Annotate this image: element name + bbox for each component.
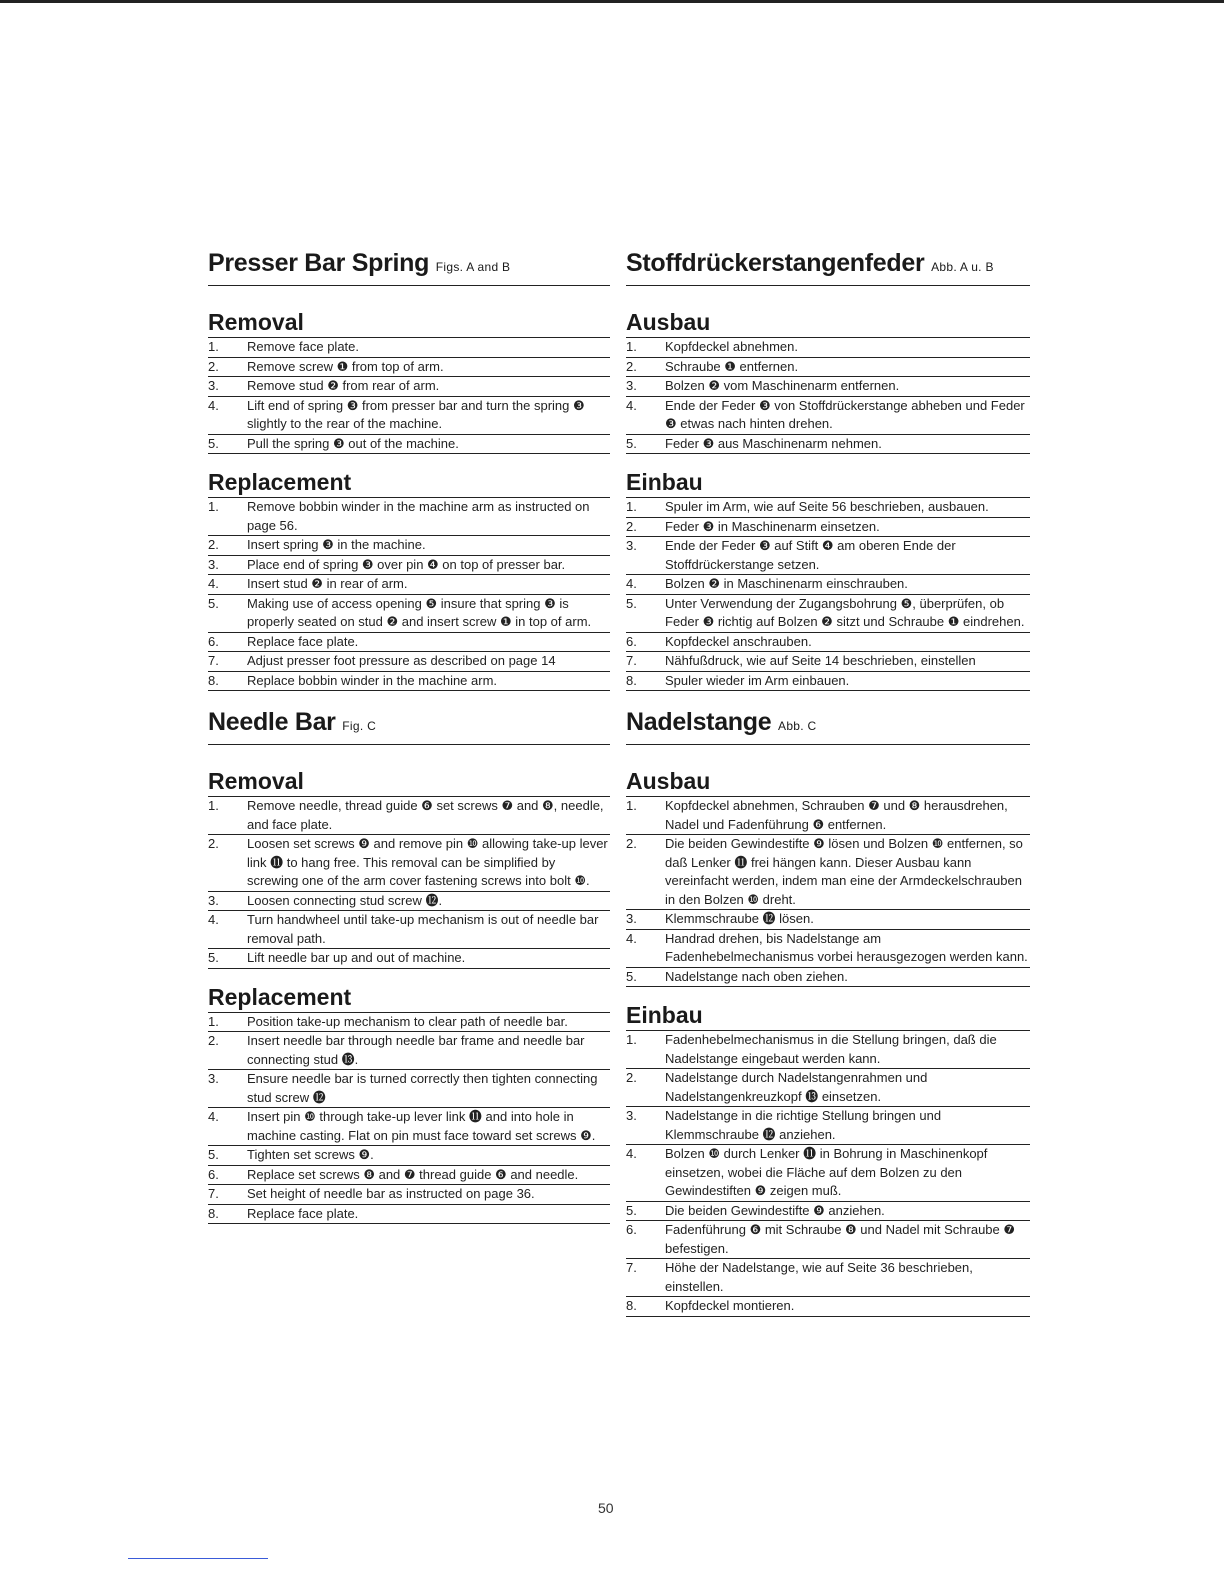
- figure-reference: Abb. C: [778, 719, 817, 733]
- step: [208, 892, 610, 912]
- step: [208, 1205, 610, 1225]
- step-text: Making use of access opening ❺ insure that spring ❸ is properly seated on stud ❷ and insert screw ❶ in top of arm.: [247, 595, 592, 629]
- section-title: [208, 248, 610, 286]
- section-title-text: Stoffdrückerstangenfeder: [626, 249, 925, 277]
- step-text: Remove stud ❷ from rear of arm.: [247, 378, 440, 393]
- step-text: Nähfußdruck, wie auf Seite 14 beschrieben, einstellen: [665, 653, 976, 668]
- step: [208, 835, 610, 892]
- step-number: 7.: [626, 1260, 637, 1275]
- step-list: [626, 497, 1030, 691]
- step: [626, 1221, 1030, 1259]
- step: [626, 498, 1030, 518]
- step-list: [626, 796, 1030, 987]
- subsection-title-removal: Removal: [208, 309, 304, 335]
- step-text: Feder ❸ aus Maschinenarm nehmen.: [665, 435, 882, 451]
- step-number: 6.: [626, 633, 637, 649]
- step: [208, 358, 610, 378]
- step: [208, 536, 610, 556]
- subsection-title-replacement: Replacement: [208, 983, 352, 1010]
- step-text: Bolzen ❷ in Maschinenarm einschrauben.: [665, 576, 908, 591]
- section-nadelstange: [626, 707, 1030, 1317]
- step-text: Schraube ❶ entfernen.: [665, 358, 799, 374]
- step-number: 3.: [208, 1071, 219, 1086]
- step-number: 7.: [208, 1186, 219, 1201]
- step: [626, 1069, 1030, 1107]
- step-list: [626, 1030, 1030, 1317]
- step: [626, 1297, 1030, 1317]
- step: [208, 338, 610, 358]
- step-number: 7.: [208, 653, 219, 668]
- step-text: Replace set screws ❽ and ❼ thread guide ❻ and needle.: [247, 1166, 579, 1182]
- step-number: 1.: [626, 798, 637, 813]
- step: [208, 556, 610, 576]
- step: [626, 1145, 1030, 1202]
- step: [626, 1107, 1030, 1145]
- section-title-text: Presser Bar Spring: [208, 249, 430, 277]
- step-number: 7.: [626, 653, 637, 668]
- step: [208, 575, 610, 595]
- subsection-title-ausbau: Ausbau: [626, 309, 711, 335]
- section-needle-bar: [208, 707, 610, 1224]
- step: [626, 835, 1030, 910]
- step-number: 6.: [208, 633, 219, 649]
- step: [626, 633, 1030, 653]
- step: [626, 797, 1030, 835]
- step-text: Ende der Feder ❸ von Stoffdrückerstange abheben und Feder ❸ etwas nach hinten drehen.: [665, 397, 1025, 431]
- step: [626, 397, 1030, 435]
- step-number: 4.: [626, 930, 637, 946]
- step-list: [208, 1012, 610, 1225]
- step-number: 3.: [208, 378, 219, 393]
- step: [208, 498, 610, 536]
- step: [626, 910, 1030, 930]
- step-text: Set height of needle bar as instructed on page 36.: [247, 1186, 535, 1201]
- step-number: 6.: [208, 1166, 219, 1182]
- step: [626, 358, 1030, 378]
- step-number: 5.: [626, 435, 637, 451]
- step-number: 4.: [208, 397, 219, 413]
- step-text: Ensure needle bar is turned correctly then tighten connecting stud screw ⓬: [247, 1071, 598, 1105]
- step-text: Fadenhebelmechanismus in die Stellung bringen, daß die Nadelstange eingebaut werden kann.: [665, 1032, 997, 1066]
- step-number: 3.: [208, 556, 219, 572]
- step-text: Lift needle bar up and out of machine.: [247, 950, 466, 965]
- english-column: [208, 248, 610, 1240]
- figure-reference: Abb. A u. B: [931, 260, 994, 274]
- step-text: Spuler wieder im Arm einbauen.: [665, 672, 850, 688]
- step-text: Die beiden Gewindestifte ❾ lösen und Bolzen ❿ entfernen, so daß Lenker ⓫ frei hängen kann. Dieser Ausbau kann vereinfacht werden, indem man eine der Armdeckelschrauben in den Bolzen ❿ dreht.: [665, 836, 1023, 907]
- top-edge-rule: [0, 0, 1224, 3]
- step: [208, 1070, 610, 1108]
- step-number: 5.: [626, 968, 637, 984]
- step-text: Replace face plate.: [247, 633, 359, 649]
- step-text: Pull the spring ❸ out of the machine.: [247, 435, 459, 451]
- step-number: 4.: [626, 576, 637, 591]
- step-number: 8.: [626, 1298, 637, 1313]
- step-number: 8.: [208, 672, 219, 688]
- step: [208, 397, 610, 435]
- step-list: [626, 337, 1030, 454]
- step: [208, 949, 610, 969]
- step-text: Insert needle bar through needle bar frame and needle bar connecting stud ⓭.: [247, 1033, 585, 1067]
- step-number: 1.: [208, 339, 219, 354]
- step: [626, 338, 1030, 358]
- step-text: Lift end of spring ❸ from presser bar and turn the spring ❸ slightly to the rear of the machine.: [247, 397, 585, 431]
- step-number: 8.: [626, 672, 637, 688]
- subsection-title-removal: Removal: [208, 768, 304, 794]
- step-number: 2.: [208, 1033, 219, 1048]
- page-number: 50: [598, 1500, 614, 1516]
- step-text: Turn handwheel until take-up mechanism is out of needle bar removal path.: [247, 912, 599, 946]
- german-column: [626, 248, 1030, 1333]
- step-number: 5.: [626, 1202, 637, 1218]
- step-number: 1.: [626, 339, 637, 354]
- step-number: 2.: [208, 358, 219, 374]
- step: [208, 435, 610, 455]
- step-number: 2.: [626, 1070, 637, 1085]
- step-number: 2.: [208, 836, 219, 851]
- step: [626, 595, 1030, 633]
- step-text: Ende der Feder ❸ auf Stift ❹ am oberen Ende der Stoffdrückerstange setzen.: [665, 538, 956, 572]
- step-number: 5.: [208, 950, 219, 965]
- step: [208, 1185, 610, 1205]
- step-number: 3.: [626, 911, 637, 926]
- step-text: Kopfdeckel montieren.: [665, 1298, 795, 1313]
- step-text: Insert pin ❿ through take-up lever link ⓫ and into hole in machine casting. Flat on pin must face toward set screws ❾.: [247, 1109, 596, 1143]
- step-text: Loosen set screws ❾ and remove pin ❿ allowing take-up lever link ⓫ to hang free. This removal can be simplified by screwing one of the arm cover fastening screws into bolt ❿.: [247, 836, 608, 888]
- step: [626, 537, 1030, 575]
- step-text: Die beiden Gewindestifte ❾ anziehen.: [665, 1202, 885, 1218]
- figure-reference: Figs. A and B: [435, 260, 511, 274]
- step-text: Loosen connecting stud screw ⓬.: [247, 892, 443, 908]
- section-title: [208, 707, 610, 745]
- step: [626, 435, 1030, 455]
- step-number: 2.: [208, 537, 219, 552]
- step-text: Fadenführung ❻ mit Schraube ❽ und Nadel mit Schraube ❼ befestigen.: [665, 1222, 1016, 1256]
- step-number: 5.: [208, 435, 219, 451]
- step: [208, 797, 610, 835]
- step-text: Adjust presser foot pressure as described on page 14: [247, 653, 556, 668]
- step: [626, 968, 1030, 988]
- subsection-title-einbau: Einbau: [626, 469, 703, 495]
- step: [208, 652, 610, 672]
- section-stoffdrueckerstangenfeder: [626, 248, 1030, 691]
- step-text: Tighten set screws ❾.: [247, 1147, 374, 1162]
- step: [626, 1031, 1030, 1069]
- step-number: 4.: [626, 397, 637, 413]
- step: [208, 595, 610, 633]
- step-text: Remove bobbin winder in the machine arm as instructed on page 56.: [247, 499, 590, 533]
- step-text: Handrad drehen, bis Nadelstange am Fadenhebelmechanismus vorbei herausgezogen werden kann.: [665, 930, 1028, 964]
- step: [208, 633, 610, 653]
- step-number: 1.: [208, 499, 219, 514]
- step: [626, 377, 1030, 397]
- step-number: 3.: [626, 538, 637, 553]
- step-number: 2.: [626, 358, 637, 374]
- section-title-text: Nadelstange: [626, 708, 772, 736]
- step-number: 8.: [208, 1205, 219, 1221]
- step-text: Replace bobbin winder in the machine arm.: [247, 672, 498, 688]
- step-text: Höhe der Nadelstange, wie auf Seite 36 beschrieben, einstellen.: [665, 1260, 973, 1294]
- step: [208, 1013, 610, 1033]
- step: [626, 652, 1030, 672]
- step-text: Klemmschraube ⓬ lösen.: [665, 911, 814, 926]
- step-list: [208, 337, 610, 454]
- step-text: Bolzen ❿ durch Lenker ⓫ in Bohrung in Maschinenkopf einsetzen, wobei die Fläche auf dem Bolzen zu den Gewindestiften ❾ zeigen muß.: [665, 1146, 988, 1198]
- step: [626, 930, 1030, 968]
- step-text: Spuler im Arm, wie auf Seite 56 beschrieben, ausbauen.: [665, 499, 989, 514]
- step-number: 2.: [626, 518, 637, 534]
- step: [208, 1032, 610, 1070]
- step-number: 4.: [208, 912, 219, 927]
- step-text: Place end of spring ❸ over pin ❹ on top of presser bar.: [247, 556, 566, 572]
- step-text: Nadelstange nach oben ziehen.: [665, 968, 848, 984]
- step: [626, 672, 1030, 692]
- step-text: Replace face plate.: [247, 1205, 359, 1221]
- subsection-title-replacement: Replacement: [208, 469, 352, 495]
- step: [626, 518, 1030, 538]
- step-text: Remove face plate.: [247, 339, 360, 354]
- step-number: 1.: [626, 499, 637, 514]
- bottom-edge-mark: [128, 1558, 268, 1559]
- step-number: 2.: [626, 836, 637, 851]
- step-number: 3.: [626, 1108, 637, 1123]
- step-text: Unter Verwendung der Zugangsbohrung ❺, überprüfen, ob Feder ❸ richtig auf Bolzen ❷ sitzt und Schraube ❶ eindrehen.: [665, 595, 1025, 629]
- figure-reference: Fig. C: [342, 719, 377, 733]
- step-number: 4.: [208, 576, 219, 591]
- step: [208, 1146, 610, 1166]
- step-text: Kopfdeckel abnehmen.: [665, 339, 798, 354]
- step: [208, 672, 610, 692]
- step-number: 3.: [626, 378, 637, 393]
- step-text: Bolzen ❷ vom Maschinenarm entfernen.: [665, 378, 900, 393]
- subsection-title-einbau: Einbau: [626, 1002, 703, 1028]
- section-presser-bar-spring: [208, 248, 610, 691]
- step: [208, 1166, 610, 1186]
- subsection-title-ausbau: Ausbau: [626, 768, 711, 794]
- step: [626, 1202, 1030, 1222]
- step: [208, 377, 610, 397]
- step-text: Position take-up mechanism to clear path of needle bar.: [247, 1013, 568, 1029]
- step-number: 5.: [208, 595, 219, 611]
- step: [208, 911, 610, 949]
- step-number: 6.: [626, 1222, 637, 1237]
- step-text: Nadelstange durch Nadelstangenrahmen und Nadelstangenkreuzkopf ⓭ einsetzen.: [665, 1070, 928, 1104]
- step-number: 4.: [626, 1146, 637, 1161]
- step-text: Kopfdeckel anschrauben.: [665, 633, 812, 649]
- step-number: 3.: [208, 892, 219, 908]
- section-title-text: Needle Bar: [208, 708, 336, 736]
- step-text: Nadelstange in die richtige Stellung bringen und Klemmschraube ⓬ anziehen.: [665, 1108, 942, 1142]
- step-text: Insert spring ❸ in the machine.: [247, 537, 426, 552]
- step-text: Insert stud ❷ in rear of arm.: [247, 576, 408, 591]
- section-title: [626, 707, 1030, 745]
- step-text: Kopfdeckel abnehmen, Schrauben ❼ und ❽ herausdrehen, Nadel und Fadenführung ❻ entfernen.: [665, 798, 1008, 832]
- step-text: Remove needle, thread guide ❻ set screws ❼ and ❽, needle, and face plate.: [247, 798, 604, 832]
- step-text: Feder ❸ in Maschinenarm einsetzen.: [665, 518, 880, 534]
- step-number: 1.: [626, 1032, 637, 1047]
- step-number: 4.: [208, 1109, 219, 1124]
- step-number: 5.: [626, 595, 637, 611]
- step-list: [208, 497, 610, 691]
- step-number: 1.: [208, 1013, 219, 1029]
- step: [208, 1108, 610, 1146]
- step: [626, 1259, 1030, 1297]
- step-list: [208, 796, 610, 969]
- step-number: 1.: [208, 798, 219, 813]
- section-title: [626, 248, 1030, 286]
- step-number: 5.: [208, 1147, 219, 1162]
- step: [626, 575, 1030, 595]
- step-text: Remove screw ❶ from top of arm.: [247, 358, 444, 374]
